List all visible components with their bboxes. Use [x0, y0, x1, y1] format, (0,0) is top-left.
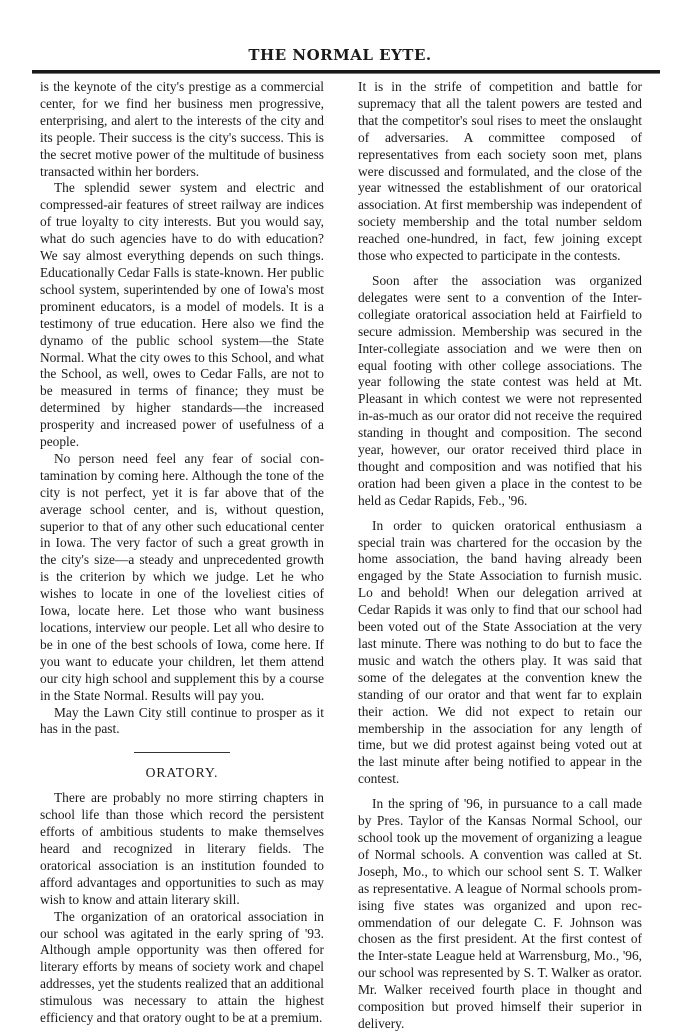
paragraph: The organization of an oratorical association in our school was agitated in the early spring of '93. Although ample opportunity was then offered for literary efforts by means of society work and chapel addresses, yet the students realized that an additional stimulous was necessary to attain the highest efficiency and that oratory ought to be at a premium. [40, 908, 324, 1026]
page-header-title: THE NORMAL EYTE. [248, 46, 432, 64]
paragraph: May the Lawn City still continue to prosper as it has in the past. [40, 704, 324, 737]
header-rule [32, 70, 660, 74]
right-column [358, 79, 642, 1033]
paragraph: is the keynote of the city's prestige as a commercial center, for we find her business men progressive, enterprising, and alert to the interests of the city and its people. Their success is the city's success. This is the secret motive power of the multitude of business transacted within her borders. [40, 79, 324, 179]
paragraph: The splendid sewer system and electric and compressed-air features of street railway are indices of true loyalty to city interests. But you would say, what do such agencies have to do with education? We say almost everything depends on such things. Educationally Cedar Falls is state-known. Her public school system, superintended by one of Iowa's most prominent educators, is a model of models. It is a testimony of true education. Here also we find the dynamo of the public school system—the State Normal. What the city owes to this School, and what the School, as well, owes to Cedar Falls, are not to be measured in terms of finance; they must be determined by higher standards—the increased prosperity and increased power of usefulness of a people. [40, 180, 324, 450]
section-divider [134, 752, 230, 753]
paragraph: Soon after the association was organized delegates were sent to a convention of the Inter-collegiate oratorical association held at Fairfield to secure admission. Membership was secured in the Inter-collegiate association and we were then on equal footing with other college associations. The year following the state contest was held at Mt. Pleasant in which contest we were not represented in-as-much as our orator did not receive the required standing in thought and composition. The second year, however, our orator received third place in thought and composition and was notified that his oration had been given a place in the contest to be held as Cedar Rapids, Feb., '96. [358, 272, 642, 508]
section-title-oratory: ORATORY. [145, 765, 219, 781]
paragraph: In the spring of '96, in pursuance to a call made by Pres. Taylor of the Kansas Normal School, our school took up the movement of organizing a league of Normal schools. A convention was called at St. Joseph, Mo., to which our school sent S. T. Walker as representative. A league of Normal schools promising five states was organized and upon recommendation of our delegate C. F. Johnson was chosen as the first president. At the first contest of the Inter-state League held at Warrensburg, Mo., '96, our school was represented by S. T. Walker as orator. Mr. Walker received fourth place in thought and composition but proved himself their superior in delivery. [358, 796, 642, 1031]
paragraph: There are probably no more stirring chapters in school life than those which record the persistent efforts of ambitious students to make themselves heard and recognized in literary fields. The oratorical association is an institution founded to afford advantages and opportunities to such as may wish to know and attain literary skill. [40, 790, 324, 907]
paragraph: It is in the strife of competition and battle for supremacy that all the talent powers are tested and that the competitor's soul rises to meet the onslaught of adversaries. A committee composed of representatives from each society soon met, plans were discussed and formulated, and the close of the year witnessed the establishment of our oratorical association. At first membership was independent of society membership and the total number seldom reached one-hundred, in fact, few joining except those who expected to participate in the contests. [358, 79, 642, 264]
paragraph: No person need feel any fear of social contamination by coming here. Although the tone of the city is not perfect, yet it is far above that of the average school center, and is, without question, superior to that of any other such educational center in Iowa. The very factor of such a great growth in the city's size—a steady and unprecedented growth is the criterion by which we judge. Let he who wishes to locate in one of the loveliest cities of Iowa, locate here. Let those who want business locations, interview our people. Let all who desire to be in one of the best schools of Iowa, come here. If you want to educate your children, let them attend our city high school and supplement this by a course in the State Normal. Results will pay you. [40, 450, 324, 703]
left-column [40, 79, 324, 1027]
paragraph: In order to quicken oratorical enthusiasm a special train was chartered for the occasion by the home association, the band having already been engaged by the State Association to furnish music. Lo and behold! When our delegation arrived at Cedar Rapids it was only to find that our school had been voted out of the State Association at the very last minute. There was nothing to do but to face the music and watch the others play. It was said that some of the delegates at the convention knew the standing of our orator and that went far to explain their action. We did not expect to retain our membership in the association for any length of time, but we did protest against being voted out at the last minute after being notified to appear in the contest. [358, 517, 642, 787]
